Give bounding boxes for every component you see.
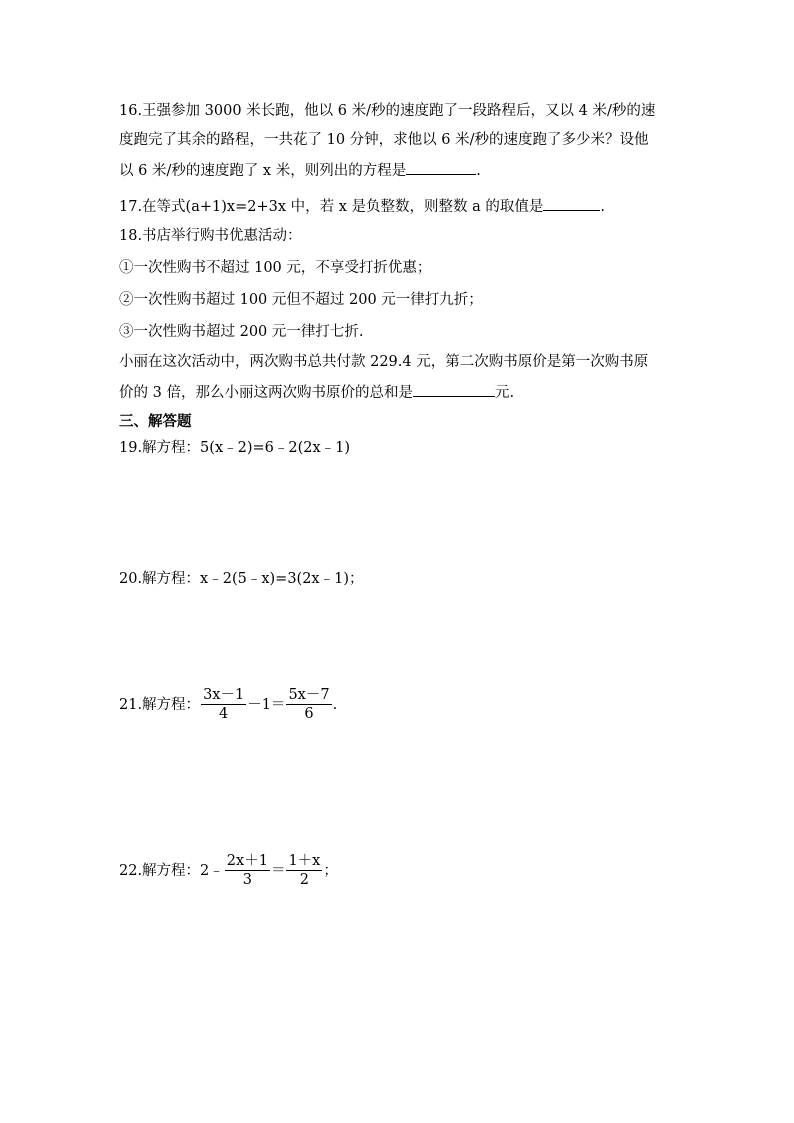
q17-answer-blank[interactable] [543,196,600,211]
q21-denominator-right: 6 [304,706,314,722]
q22-fraction-left [225,852,270,889]
q21-equation [119,686,337,723]
q22-denominator-left: 3 [242,872,252,888]
q21-prefix: 21.解方程： [119,696,201,713]
q18-line2 [119,382,514,403]
q21-fraction-left [201,686,246,723]
q22-numerator-right: 1＋x [288,853,321,869]
q16-line3-text: 以 6 米/秒的速度跑了 x 米，则列出的方程是 [119,163,407,179]
q18-line1: 小丽在这次活动中，两次购书总共付款 229.4 元，第二次购书原价是第一次购书原 [119,354,649,370]
q21-end: . [332,696,338,713]
q18-rule3: ③一次性购书超过 200 元一律打七折. [119,324,364,340]
q21-fraction-right [286,686,331,723]
q21-middle: －1＝ [247,696,286,713]
q21-numerator-left: 3x－1 [203,687,245,703]
section-heading: 三、解答题 [119,413,192,430]
q16-end: . [476,163,481,179]
q17-line [119,196,605,217]
q20-text: 20.解方程：x﹣2(5﹣x)=3(2x﹣1)； [119,571,364,587]
q18-line2-text: 价的 3 倍，那么小丽这两次购书原价的总和是 [119,385,413,401]
q21-numerator-right: 5x－7 [288,687,330,703]
q22-middle: ＝ [270,862,286,879]
q22-fraction-right [286,852,322,889]
q16-line3 [119,160,481,181]
q18-rule1: ①一次性购书不超过 100 元，不享受打折优惠； [119,260,432,276]
q17-text: 17.在等式(a+1)x=2+3x 中，若 x 是负整数，则整数 a 的取值是 [119,199,544,215]
q18-title: 18.书店举行购书优惠活动： [119,228,302,244]
q18-answer-blank[interactable] [413,382,495,397]
q22-prefix: 22.解方程：2﹣ [119,862,224,879]
q16-line2: 度跑完了其余的路程，一共花了 10 分钟，求他以 6 米/秒的速度跑了多少米？设他 [119,132,649,148]
q22-end: ； [323,862,338,879]
q22-denominator-right: 2 [299,872,309,888]
q19-text: 19.解方程：5(x﹣2)=6﹣2(2x﹣1) [119,440,351,456]
q18-end: 元. [494,385,515,401]
q18-rule2: ②一次性购书超过 100 元但不超过 200 元一律打九折； [119,292,483,308]
q17-end: . [600,199,605,215]
q16-answer-blank[interactable] [406,160,476,175]
q22-numerator-left: 2x＋1 [226,853,268,869]
q16-line1: 16.王强参加 3000 米长跑，他以 6 米/秒的速度跑了一段路程后，又以 4 米/秒的速 [119,103,656,119]
q22-equation [119,852,338,889]
q21-denominator-left: 4 [219,706,229,722]
